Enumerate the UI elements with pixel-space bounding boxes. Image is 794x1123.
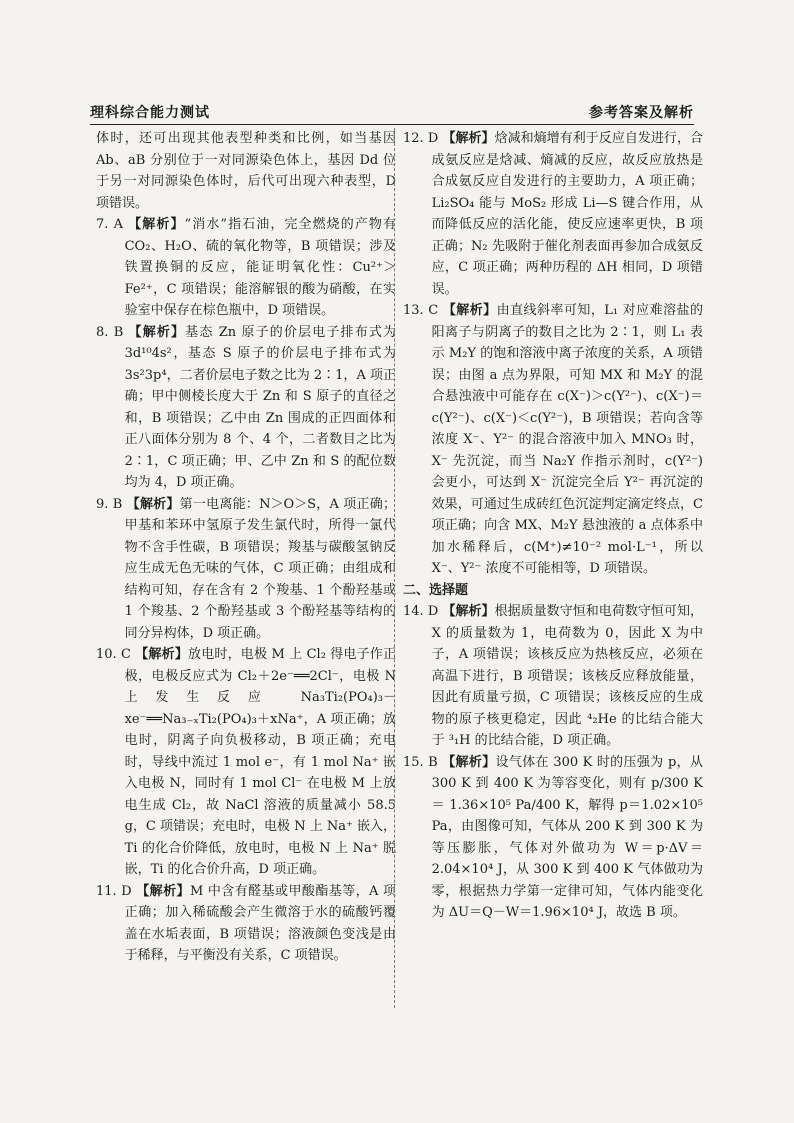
answer-text: 设气体在 300 K 时的压强为 p，从 300 K 到 400 K 为等容变化，则有 p/300 K ＝ 1.36×10⁵ Pa/400 K，解得 p＝1.02×10⁵ Pa，由图像可知，气体从 200 K 到 300 K 为等压膨胀，气体对外做功为 W＝p·ΔV＝2.04×10⁴ J，从 300 K 到 400 K 气体做功为零，根据热力学第一定律可知，气体内能变化为 ΔU＝Q－W＝1.96×10⁴ J，故选 B 项。 (431, 754, 703, 920)
section-heading: 二、选择题 (403, 582, 469, 598)
answer-text: 焓减和熵增有利于反应自发进行，合成氨反应是焓减、熵减的反应，故反应放热是合成氨反应自发进行的主要助力，A 项正确；Li₂SO₄ 能与 MoS₂ 形成 Li—S 键合作用，从而降低反应的活化能，使反应速率更快，B 项正确；N₂ 先吸附于催化剂表面再参加合成氨反应，C 项正确；两种历程的 ΔH 相同，D 项错误。 (431, 131, 703, 297)
answer-number: 9. B (96, 496, 123, 512)
answer-text: 基态 Zn 原子的价层电子排布式为 3d¹⁰4s²，基态 S 原子的价层电子排布式为 3s²3p⁴，二者价层电子数之比为 2∶1，A 项正确；甲中侧棱长度大于 Zn 和 S 原子的直径之和，B 项错误；乙中由 Zn 围成的正四面体和正八面体分别为 8 个、4 个，二者数目之比为 2∶1，C 项正确；甲、乙中 Zn 和 S 的配位数均为 4，D 项正确。 (124, 324, 396, 490)
analysis-tag: 【解析】 (128, 217, 185, 232)
answer-number: 14. D (403, 604, 439, 619)
analysis-tag: 【解析】 (135, 647, 189, 662)
left-column (96, 128, 396, 967)
answer-text: 第一电离能：N＞O＞S，A 项正确；甲基和苯环中氢原子发生氯代时，所得一氯代物不含手性碳，B 项错误；羧基与碳酸氢钠反应生成无色无味的气体，C 项正确；由组成和结构可知，存在含有 2 个羧基、1 个酚羟基或 1 个羧基、2 个酚羟基或 3 个酚羟基等结构的同分异构体，D 项正确。 (124, 496, 396, 641)
header-right-title: 参考答案及解析 (589, 105, 694, 121)
answer-item (96, 214, 396, 322)
answer-number: 11. D (96, 883, 132, 899)
answer-text: 放电时，电极 M 上 Cl₂ 得电子作正极，电极反应式为 Cl₂＋2e⁻══2Cl⁻，电极 N 上发生反应 Na₃Ti₂(PO₄)₃－xe⁻══Na₃₋ₓTi₂(PO₄)₃＋xNa⁺，A 项正确；放电时，阴离子向负极移动，B 项正确；充电时，导线中流过 1 mol e⁻，有 1 mol Na⁺ 嵌入电极 N，同时有 1 mol Cl⁻ 在电极 M 上放电生成 Cl₂，故 NaCl 溶液的质量减小 58.5 g，C 项错误；充电时，电极 N 上 Na⁺ 嵌入，Ti 的化合价降低，放电时，电极 N 上 Na⁺ 脱嵌，Ti 的化合价升高，D 项正确。 (124, 647, 396, 877)
answer-number: 15. B (403, 754, 438, 770)
answer-item (96, 494, 396, 645)
answer-number: 8. B (96, 324, 124, 340)
answer-item (403, 752, 703, 924)
analysis-tag: 【解析】 (442, 131, 495, 146)
answer-text: M 中含有醛基或甲酸酯基等，A 项正确；加入稀硫酸会产生微溶于水的硫酸钙覆盖在水垢表面，B 项错误；溶液颜色变浅是由于稀释，与平衡没有关系，C 项错误。 (124, 883, 396, 963)
column-divider (394, 128, 395, 1008)
answer-item (96, 322, 396, 494)
answer-continuation (96, 128, 396, 214)
analysis-tag: 【解析】 (442, 303, 497, 318)
answer-item (96, 644, 396, 881)
right-column (403, 128, 703, 924)
page-header (90, 96, 694, 125)
answer-text: 由直线斜率可知，L₁ 对应难溶盐的阳离子与阴离子的数目之比为 2∶1，则 L₁ 表示 M₂Y 的饱和溶液中离子浓度的关系，A 项错误；由图 a 点为界限，可知 MX 和 M₂Y 的混合悬浊液中可能存在 c(X⁻)＞c(Y²⁻)、c(X⁻)＝c(Y²⁻)、c(X⁻)＜c(Y²⁻)，B 项错误；若向含等浓度 X⁻、Y²⁻ 的混合溶液中加入 MNO₃ 时，X⁻ 先沉淀，而当 Na₂Y 作指示剂时，c(Y²⁻) 会更小，可达到 X⁻ 沉淀完全后 Y²⁻ 再沉淀的效果，可通过生成砖红色沉淀判定滴定终点，C 项正确；向含 MX、M₂Y 悬浊液的 a 点体系中加水稀释后，c(M⁺)≠10⁻² mol·L⁻¹，所以 X⁻、Y²⁻ 浓度不可能相等，D 项错误。 (431, 303, 703, 576)
answer-number: 7. A (96, 217, 124, 232)
answer-item (96, 881, 396, 967)
analysis-tag: 【解析】 (136, 883, 190, 899)
answer-number: 12. D (403, 131, 439, 146)
answer-item (403, 300, 703, 580)
analysis-tag: 【解析】 (128, 324, 186, 340)
answer-text: 体时，还可出现其他表型种类和比例，如当基因 Ab、aB 分别位于一对同源染色体上，基因 Dd 位于另一对同源染色体时，后代可出现六种表型，D 项错误。 (96, 131, 396, 211)
analysis-tag: 【解析】 (126, 496, 180, 512)
answer-number: 10. C (96, 647, 131, 662)
answer-number: 13. C (403, 303, 439, 318)
answer-item (403, 128, 703, 300)
answer-item (403, 601, 703, 752)
answer-text: “消水”指石油，完全燃烧的产物有 CO₂、H₂O、硫的氧化物等，B 项错误；涉及铁置换铜的反应，能证明氧化性：Cu²⁺＞Fe²⁺，C 项错误；能溶解银的酸为硝酸，在实验室中保存在棕色瓶中，D 项错误。 (124, 217, 396, 318)
header-left-title: 理科综合能力测试 (90, 105, 210, 121)
answer-text: 根据质量数守恒和电荷数守恒可知，X 的质量数为 1，电荷数为 0，因此 X 为中子，A 项错误；该核反应为热核反应，必须在高温下进行，B 项错误；该核反应释放能量，因此有质量亏损，C 项错误；该核反应的生成物的原子核更稳定，因此 ⁴₂He 的比结合能大于 ³₁H 的比结合能，D 项正确。 (431, 604, 703, 748)
analysis-tag: 【解析】 (442, 754, 496, 770)
analysis-tag: 【解析】 (442, 604, 495, 619)
